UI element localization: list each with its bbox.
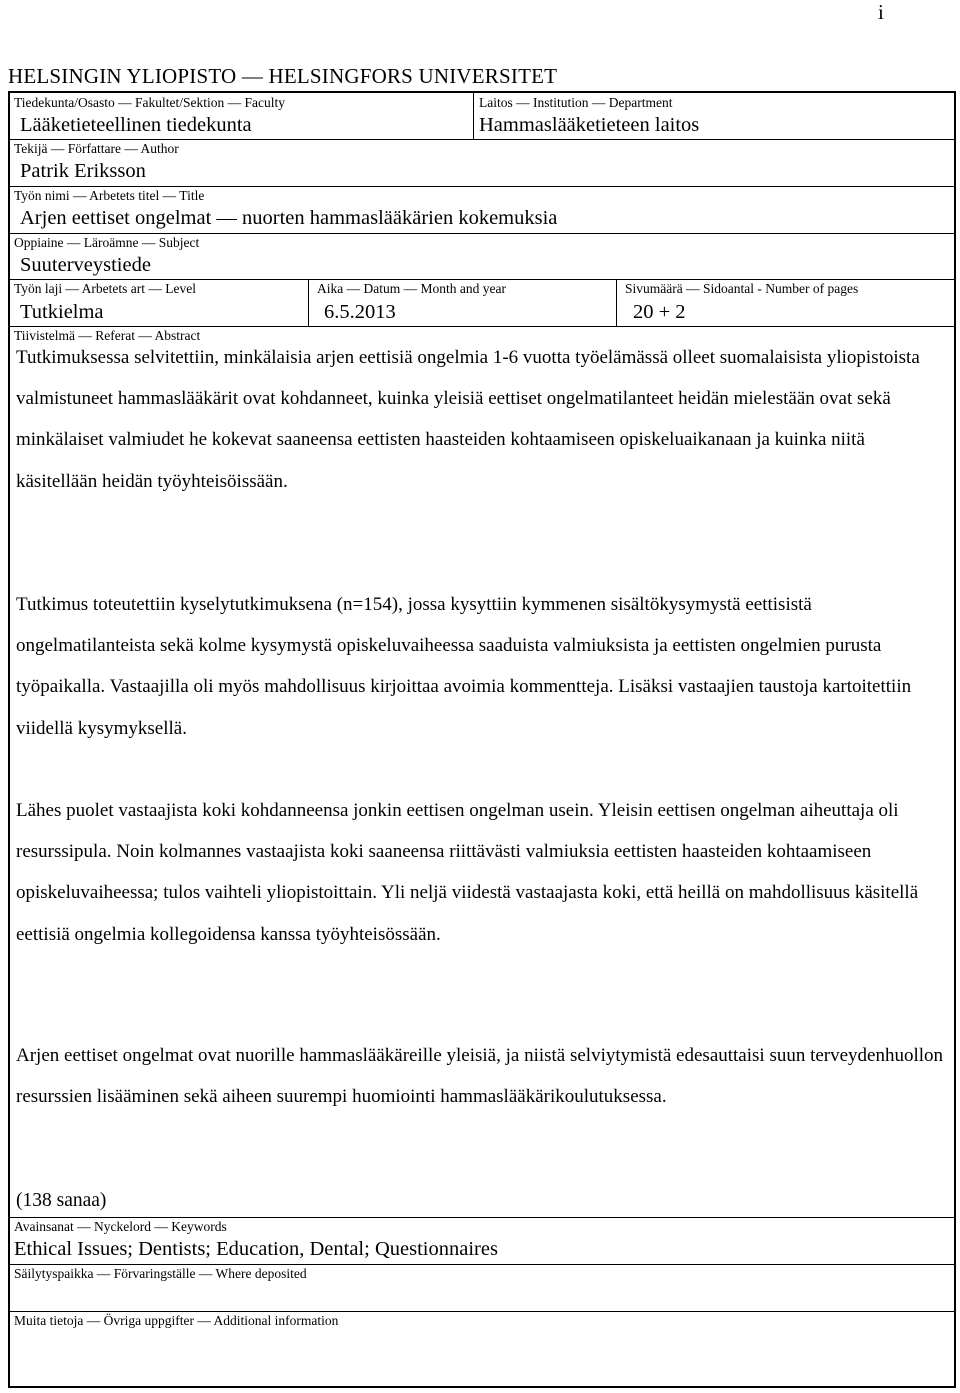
level-label: Työn laji — Arbetets art — Level (14, 281, 197, 296)
subject-label: Oppiaine — Läroämne — Subject (14, 235, 200, 250)
divider-level-date (308, 279, 309, 326)
university-header: HELSINGIN YLIOPISTO — HELSINGFORS UNIVERSITET (8, 64, 558, 88)
divider-date-pages (616, 279, 617, 326)
row-divider (10, 1264, 954, 1265)
author-value: Patrik Eriksson (20, 160, 146, 182)
row-divider (10, 139, 954, 140)
pages-value: 20 + 2 (633, 301, 686, 323)
abstract-paragraph-2: Tutkimus toteutettiin kyselytutkimuksena (n=154), jossa kysyttiin kymmenen sisältökysymystä eettisistä ongelmatilanteista sekä kolme kysymystä opiskeluvaiheessa saaduista valmiuksista ja eettisten ongelmien purusta työpaikalla. Vastaajilla oli myös mahdollisuus kirjoittaa avoimia kommentteja. Lisäksi vastaajien taustoja kartoitettiin viidellä kysymyksellä. (16, 594, 912, 739)
row-divider (10, 1311, 954, 1312)
date-value: 6.5.2013 (324, 301, 396, 323)
title-value: Arjen eettiset ongelmat — nuorten hammaslääkärien kokemuksia (20, 207, 558, 229)
abstract-paragraph-1: Tutkimuksessa selvitettiin, minkälaisia arjen eettisiä ongelmia 1-6 vuotta työelämässä olleet suomalaisista yliopistoista valmistuneet hammaslääkärit ovat kohdanneet, kuinka yleisiä eettiset ongelmatilanteet heidän mielestään ovat sekä minkälaiset valmiudet he kokevat saaneensa eettisten haasteiden kohtaamiseen opiskeluaikanaan ja kuinka niitä käsitellään heidän työyhteisöissään. (16, 347, 920, 492)
divider-faculty-department (473, 93, 474, 139)
date-label: Aika — Datum — Month and year (317, 281, 506, 296)
word-count: (138 sanaa) (16, 1190, 107, 1211)
abstract-form (8, 91, 956, 1388)
keywords-value: Ethical Issues; Dentists; Education, Dental; Questionnaires (14, 1238, 498, 1260)
row-divider (10, 1217, 954, 1218)
title-label: Työn nimi — Arbetets titel — Title (14, 188, 205, 203)
page-number: i (878, 0, 884, 24)
faculty-value: Lääketieteellinen tiedekunta (20, 114, 252, 136)
author-label: Tekijä — Författare — Author (14, 141, 179, 156)
level-value: Tutkielma (20, 301, 104, 323)
row-divider (10, 279, 954, 280)
department-value: Hammaslääketieteen laitos (479, 114, 700, 136)
abstract-paragraph-3: Lähes puolet vastaajista koki kohdanneensa jonkin eettisen ongelman usein. Yleisin eettisen ongelman aiheuttaja oli resurssipula. Noin kolmannes vastaajista koki saaneensa riittävästi valmiuksia eettisten haasteiden kohtaamiseen opiskeluvaiheessa; tulos vaihteli yliopistoittain. Yli neljä viidestä vastaajasta koki, että heillä on mahdollisuus käsitellä eettisiä ongelmia kollegoidensa kanssa työyhteisössään. (16, 800, 919, 945)
row-divider (10, 233, 954, 234)
faculty-label: Tiedekunta/Osasto — Fakultet/Sektion — Faculty (14, 95, 285, 110)
row-divider (10, 326, 954, 327)
abstract-label: Tiivistelmä — Referat — Abstract (14, 328, 201, 343)
keywords-label: Avainsanat — Nyckelord — Keywords (14, 1219, 227, 1234)
deposit-label: Säilytyspaikka — Förvaringställe — Where deposited (14, 1266, 307, 1281)
pages-label: Sivumäärä — Sidoantal - Number of pages (625, 281, 859, 296)
subject-value: Suuterveystiede (20, 254, 151, 276)
abstract-paragraph-4: Arjen eettiset ongelmat ovat nuorille hammaslääkäreille yleisiä, ja niistä selviytymistä edesauttaisi suun terveydenhuollon resurssien lisääminen sekä aiheen suurempi huomiointi hammaslääkärikoulutuksessa. (16, 1045, 944, 1108)
department-label: Laitos — Institution — Department (479, 95, 673, 110)
additional-info-label: Muita tietoja — Övriga uppgifter — Additional information (14, 1313, 339, 1328)
row-divider (10, 186, 954, 187)
